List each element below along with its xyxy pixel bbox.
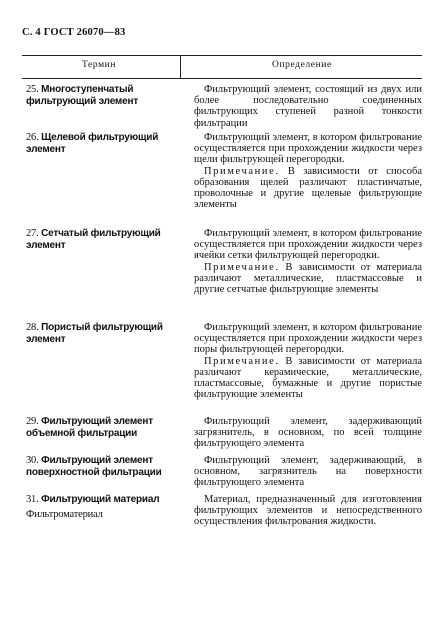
term-cell bbox=[26, 416, 174, 440]
term-cell bbox=[26, 132, 174, 156]
definition-note bbox=[194, 262, 422, 296]
definition-text: Фильтрующий элемент, в котором фильтрование осуществляется при прохождении жидкости через щели фильтрующей перегородки. bbox=[194, 132, 422, 166]
column-header-term: Термин bbox=[82, 60, 117, 70]
definition-cell bbox=[194, 416, 422, 450]
page-header: С. 4 ГОСТ 26070—83 bbox=[22, 27, 126, 38]
term-number: 25. bbox=[26, 84, 39, 95]
term-number: 26. bbox=[26, 132, 39, 143]
definition-cell bbox=[194, 455, 422, 489]
note-text: В зависимости от материала различают металлические, пластмассовые и другие сетчатые фильтрующие элементы bbox=[194, 261, 422, 296]
definition-cell bbox=[194, 84, 422, 129]
note-label: Примечание. bbox=[204, 165, 280, 177]
term-number: 30. bbox=[26, 455, 39, 466]
definition-note bbox=[194, 166, 422, 211]
term-name: Щелевой фильтрующий элемент bbox=[26, 132, 159, 155]
term-number: 27. bbox=[26, 228, 39, 239]
definition-cell bbox=[194, 228, 422, 295]
definition-note bbox=[194, 356, 422, 401]
note-label: Примечание. bbox=[204, 355, 280, 367]
note-text: В зависимости от материала различают керамические, металлические, пластмассовые, бумажные и другие пористые фильтрующие элементы bbox=[194, 355, 422, 401]
term-name: Многоступенчатый фильтрующий элемент bbox=[26, 84, 139, 107]
term-name: Фильтрующий элемент поверхностной фильтрации bbox=[26, 455, 162, 478]
definition-text: Фильтрующий элемент, задерживающий, в основном, загрязнитель на поверхности фильтрующего элемента bbox=[194, 455, 422, 489]
column-divider bbox=[180, 55, 181, 78]
term-name: Пористый фильтрующий элемент bbox=[26, 322, 163, 345]
term-cell bbox=[26, 322, 174, 346]
definition-text: Фильтрующий элемент, состоящий из двух или более последовательно соединенных фильтрующих ступеней разной тонкости фильтрации bbox=[194, 84, 422, 129]
term-number: 28. bbox=[26, 322, 39, 333]
term-name: Фильтрующий элемент объемной фильтрации bbox=[26, 416, 153, 439]
term-cell bbox=[26, 455, 174, 479]
definition-text: Фильтрующий элемент, в котором фильтрование осуществляется при прохождении жидкости через ячейки сетки фильтрующей перегородки. bbox=[194, 228, 422, 262]
definition-cell bbox=[194, 132, 422, 210]
term-synonym: Фильтроматериал bbox=[26, 509, 103, 520]
term-number: 29. bbox=[26, 416, 39, 427]
definition-text: Материал, предназначенный для изготовления фильтрующих элементов и непосредственного осуществления фильтрования жидкости. bbox=[194, 494, 422, 528]
note-label: Примечание. bbox=[204, 261, 280, 273]
term-name: Фильтрующий материал bbox=[41, 494, 160, 505]
table-top-rule bbox=[22, 55, 422, 56]
definition-text: Фильтрующий элемент, в котором фильтрование осуществляется при прохождении жидкости через поры фильтрующей перегородки. bbox=[194, 322, 422, 356]
term-cell bbox=[26, 494, 174, 521]
definition-cell bbox=[194, 322, 422, 400]
definition-text: Фильтрующий элемент, задерживающий загрязнитель, в основном, по всей толщине фильтрующего элемента bbox=[194, 416, 422, 450]
term-number: 31. bbox=[26, 494, 39, 505]
column-header-definition: Определение bbox=[272, 60, 332, 70]
term-name: Сетчатый фильтрующий элемент bbox=[26, 228, 161, 251]
note-text: В зависимости от способа образования щелей различают пластинчатые, проволочные и другие щелевые фильтрующие элементы bbox=[194, 165, 422, 211]
table-header-rule bbox=[22, 78, 422, 79]
definition-cell bbox=[194, 494, 422, 528]
term-cell bbox=[26, 228, 174, 252]
term-cell bbox=[26, 84, 174, 108]
